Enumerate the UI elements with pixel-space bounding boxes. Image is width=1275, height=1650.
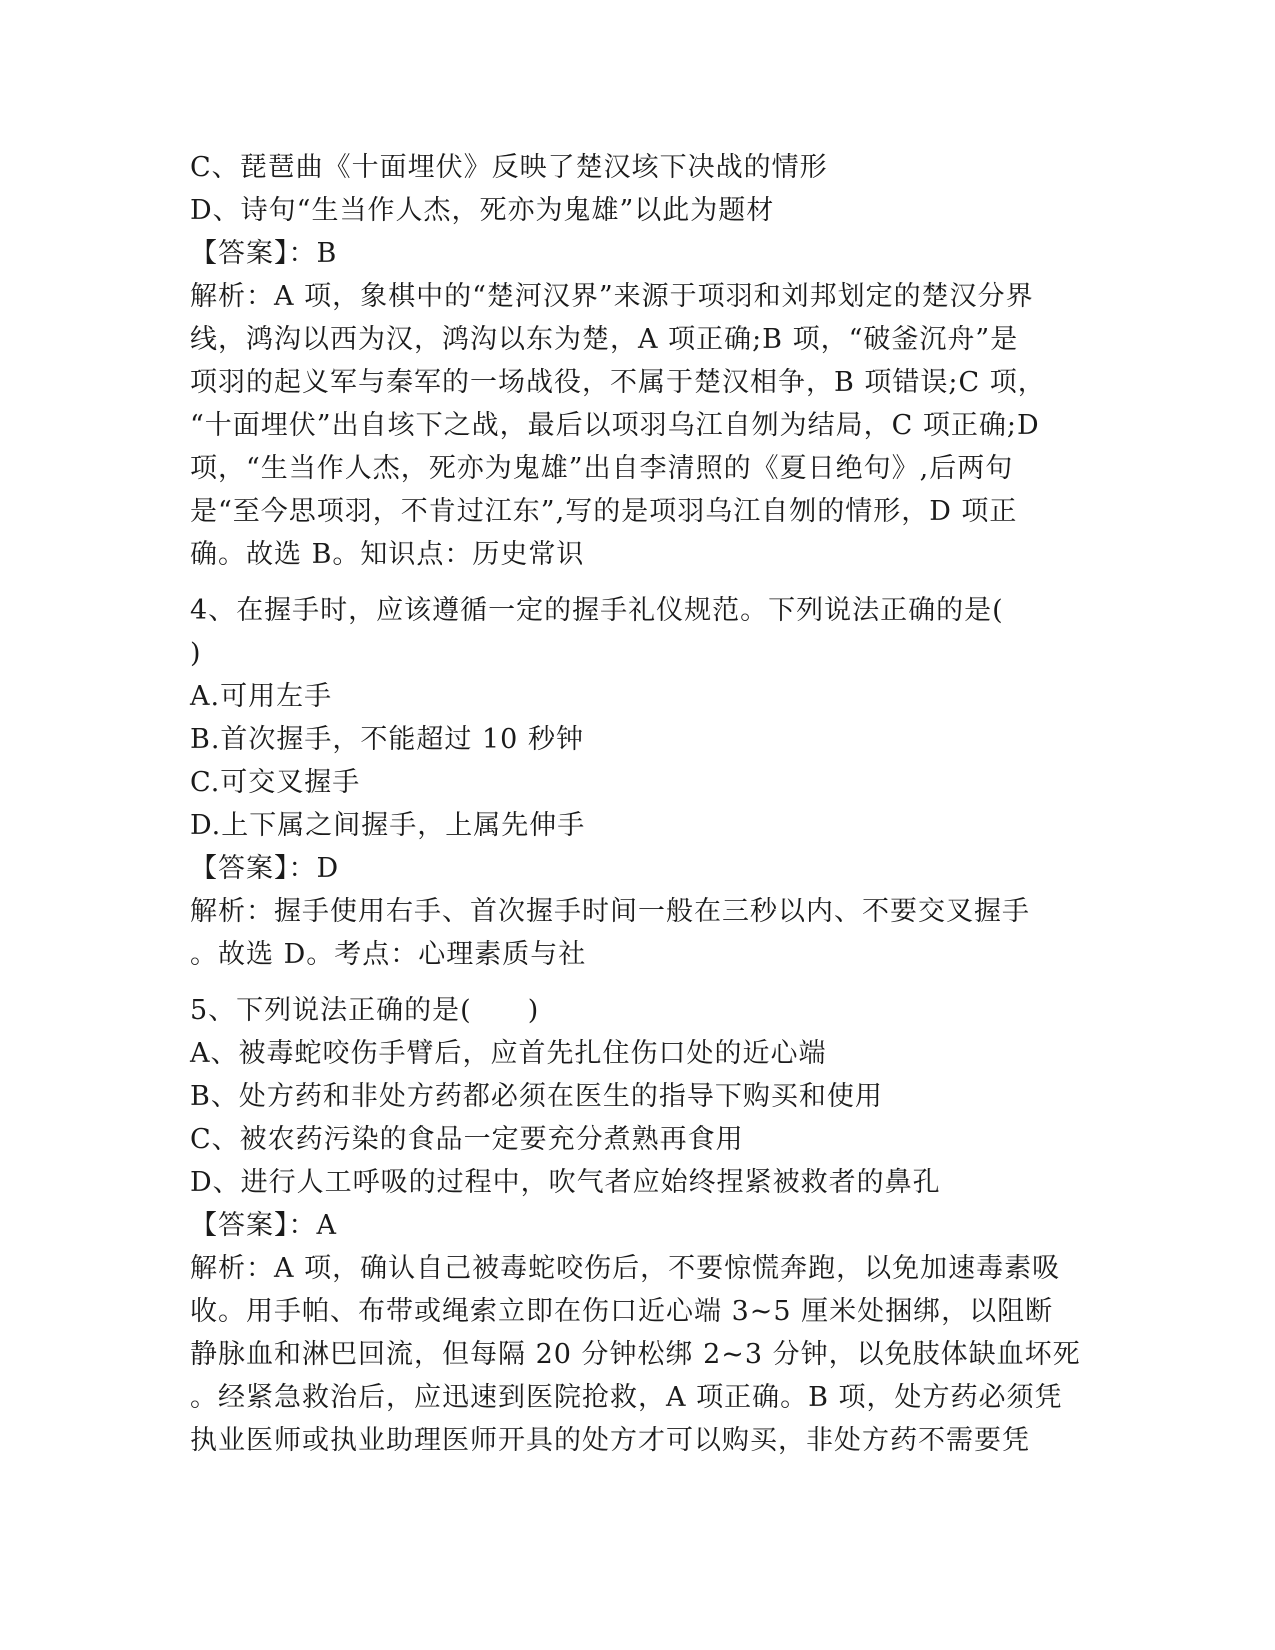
spacer [190,976,1090,989]
spacer [190,576,1090,589]
q5-analysis-line: 收。用手帕、布带或绳索立即在伤口近心端 3~5 厘米处捆绑，以阻断 [190,1296,1054,1327]
q5-analysis-line: 执业医师或执业助理医师开具的处方才可以购买，非处方药不需要凭 [190,1425,1030,1456]
q3-analysis-line: 项，“生当作人杰，死亦为鬼雄”出自李清照的《夏日绝句》,后两句 [190,453,1014,484]
q5-option-c: C、被农药污染的食品一定要充分煮熟再食用 [190,1124,744,1155]
q5-option-d: D、进行人工呼吸的过程中，吹气者应始终捏紧被救者的鼻孔 [190,1167,941,1198]
q4-option-b: B.首次握手，不能超过 10 秒钟 [190,724,584,755]
document-page [190,146,1090,1462]
q4-option-a: A.可用左手 [190,681,333,712]
q3-analysis-line: 线，鸿沟以西为汉，鸿沟以东为楚，A 项正确;B 项，“破釜沉舟”是 [190,324,1019,355]
q3-answer: 【答案】：B [190,238,338,269]
q5-analysis-line: 。经紧急救治后，应迅速到医院抢救，A 项正确。B 项，处方药必须凭 [190,1382,1063,1413]
q3-analysis-line: 项羽的起义军与秦军的一场战役，不属于楚汉相争，B 项错误;C 项， [190,367,1046,398]
q3-analysis-line: 确。故选 B。知识点：历史常识 [190,539,585,570]
q4-option-c: C.可交叉握手 [190,767,361,798]
q5-option-a: A、被毒蛇咬伤手臂后，应首先扎住伤口处的近心端 [190,1038,827,1069]
q4-analysis-line: 。故选 D。考点：心理素质与社 [190,939,587,970]
q4-stem: 4、在握手时，应该遵循一定的握手礼仪规范。下列说法正确的是( [190,595,1004,626]
q4-option-d: D.上下属之间握手，上属先伸手 [190,810,586,841]
q4-analysis-line: 解析：握手使用右手、首次握手时间一般在三秒以内、不要交叉握手 [190,896,1030,927]
q3-option-c: C、琵琶曲《十面埋伏》反映了楚汉垓下决战的情形 [190,152,828,183]
q4-stem-cont: ) [190,638,202,669]
q4-answer: 【答案】：D [190,853,340,884]
q3-analysis-line: 解析：A 项，象棋中的“楚河汉界”来源于项羽和刘邦划定的楚汉分界 [190,281,1034,312]
q3-analysis-line: “十面埋伏”出自垓下之战，最后以项羽乌江自刎为结局，C 项正确;D [190,410,1040,441]
q5-answer: 【答案】：A [190,1210,337,1241]
q3-option-d: D、诗句“生当作人杰，死亦为鬼雄”以此为题材 [190,195,775,226]
q5-stem: 5、下列说法正确的是( ) [190,995,540,1026]
q5-option-b: B、处方药和非处方药都必须在医生的指导下购买和使用 [190,1081,883,1112]
q3-analysis-line: 是“至今思项羽，不肯过江东”,写的是项羽乌江自刎的情形，D 项正 [190,496,1018,527]
q5-analysis-line: 静脉血和淋巴回流，但每隔 20 分钟松绑 2~3 分钟，以免肢体缺血坏死 [190,1339,1081,1370]
q5-analysis-line: 解析：A 项，确认自己被毒蛇咬伤后，不要惊慌奔跑，以免加速毒素吸 [190,1253,1061,1284]
